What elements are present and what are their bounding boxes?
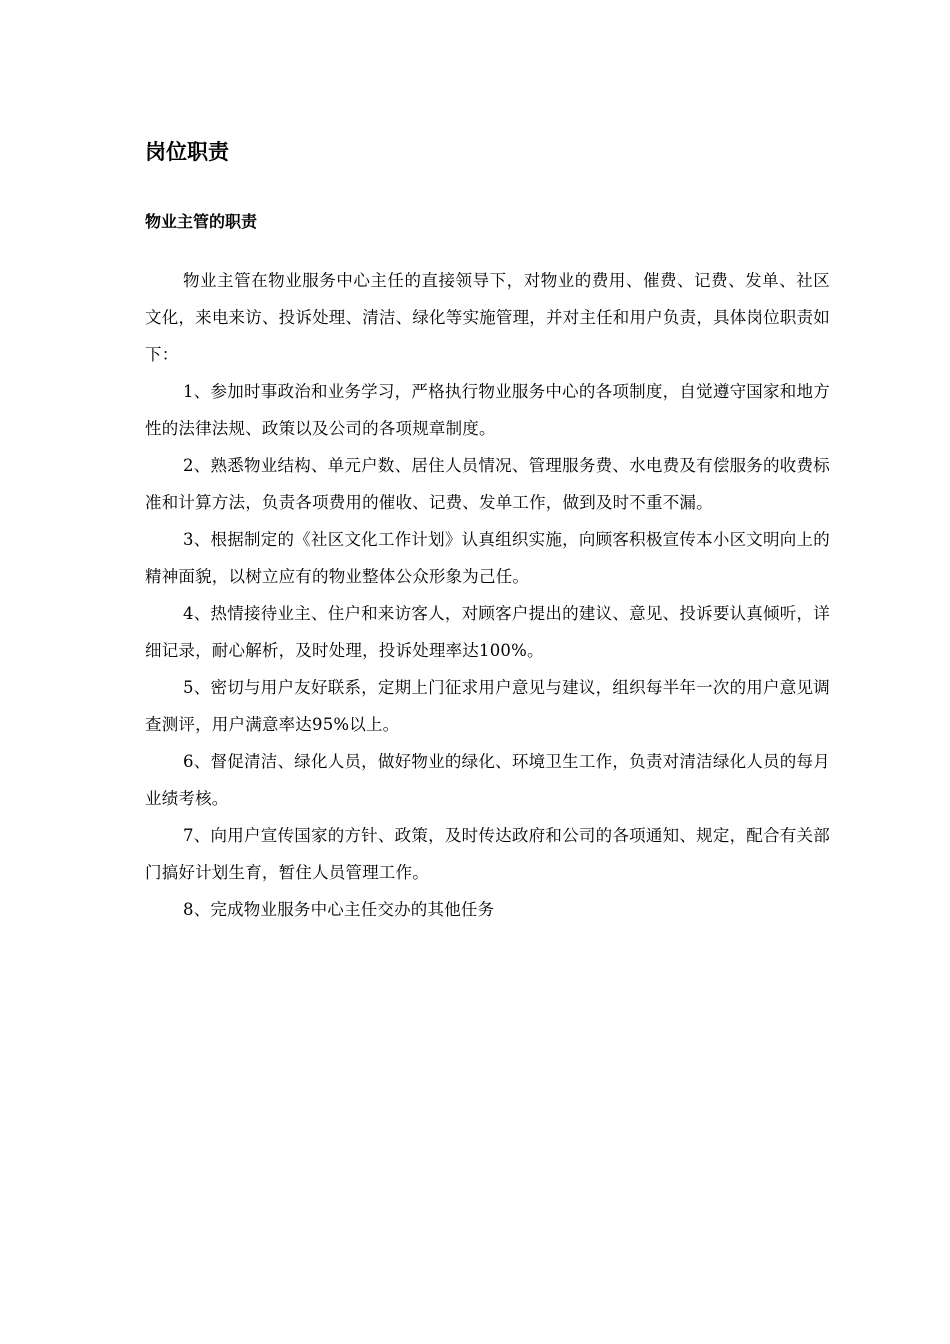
section-heading: 物业主管的职责	[145, 212, 258, 231]
duty-item-2: 2、熟悉物业结构、单元户数、居住人员情况、管理服务费、水电费及有偿服务的收费标准和计算方法，负责各项费用的催收、记费、发单工作，做到及时不重不漏。	[145, 456, 830, 512]
intro-paragraph: 物业主管在物业服务中心主任的直接领导下，对物业的费用、催费、记费、发单、社区文化，来电来访、投诉处理、清洁、绿化等实施管理，并对主任和用户负责，具体岗位职责如下：	[145, 271, 830, 364]
duty-item-8: 8、完成物业服务中心主任交办的其他任务	[183, 900, 495, 919]
duty-item-3: 3、根据制定的《社区文化工作计划》认真组织实施，向顾客积极宣传本小区文明向上的精神面貌，以树立应有的物业整体公众形象为己任。	[145, 530, 830, 586]
page-title: 岗位职责	[145, 140, 229, 164]
duty-item-5: 5、密切与用户友好联系，定期上门征求用户意见与建议，组织每半年一次的用户意见调查测评，用户满意率达95%以上。	[145, 678, 830, 734]
duty-item-6: 6、督促清洁、绿化人员，做好物业的绿化、环境卫生工作，负责对清洁绿化人员的每月业绩考核。	[145, 752, 830, 808]
duty-item-7: 7、向用户宣传国家的方针、政策，及时传达政府和公司的各项通知、规定，配合有关部门搞好计划生育，暂住人员管理工作。	[145, 826, 830, 882]
document-body	[145, 262, 830, 928]
duty-item-1: 1、参加时事政治和业务学习，严格执行物业服务中心的各项制度，自觉遵守国家和地方性的法律法规、政策以及公司的各项规章制度。	[145, 382, 830, 438]
duty-item-4: 4、热情接待业主、住户和来访客人，对顾客户提出的建议、意见、投诉要认真倾听，详细记录，耐心解析，及时处理，投诉处理率达100%。	[145, 604, 830, 660]
